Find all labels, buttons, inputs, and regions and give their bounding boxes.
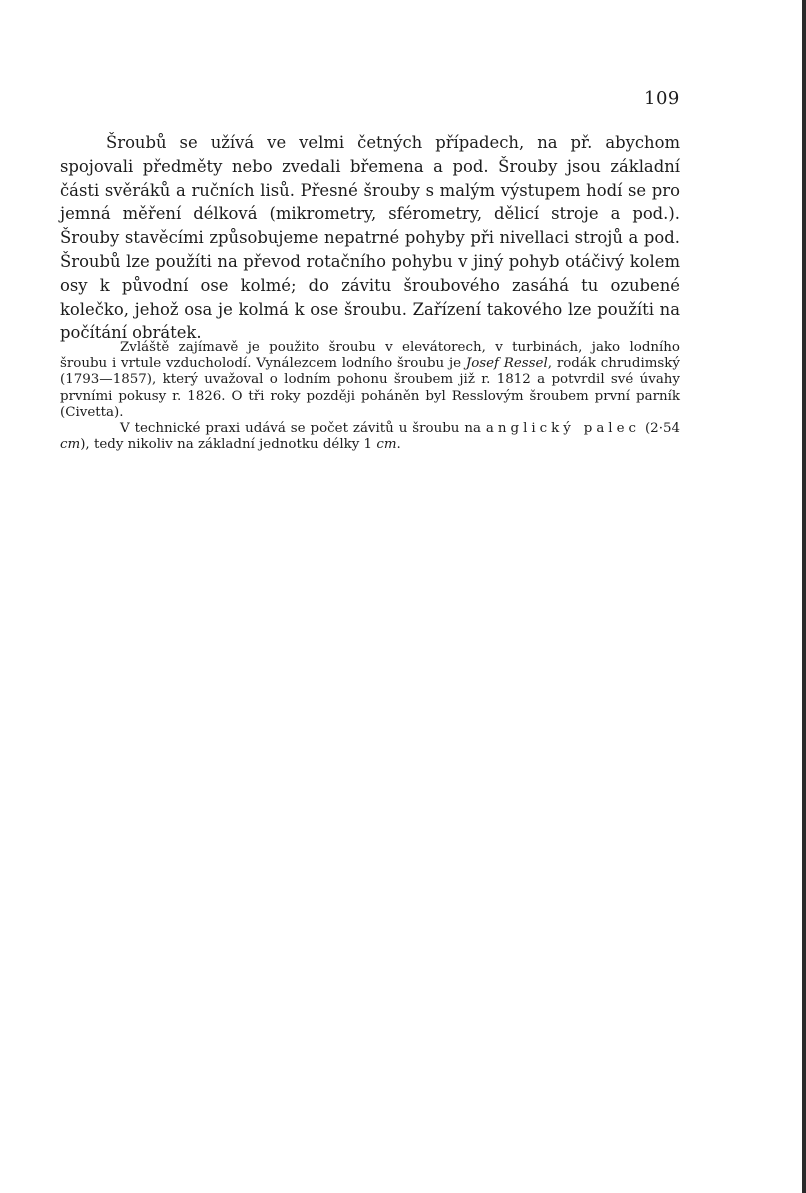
- note-2-unit-1: cm: [60, 437, 81, 453]
- main-paragraph: Šroubů se užívá ve velmi četných případech, na př. abychom spojovali předměty nebo zvedali břemena a pod. Šrouby jsou základní části svěráků a ručních lisů. Přesné šrouby s malým výstupem hodí se pro jemná měření délková (mikrometry, sférometry, dělicí stroje a pod.). Šrouby stavěcími způsobujeme nepatrné pohyby při nivellaci strojů a pod. Šroubů lze použíti na převod rotačního pohybu v jiný pohyb otáčivý kolem osy k původní ose kolmé; do závitu šroubového zasáhá tu ozubené kolečko, jehož osa je kolmá k ose šroubu. Zařízení takového lze použíti na počítání obrátek.: [60, 133, 680, 343]
- note-2-text-end: .: [396, 437, 401, 453]
- note-2-spaced-term: anglický palec: [485, 421, 641, 437]
- main-text: [60, 131, 680, 345]
- page-number: 109: [644, 88, 680, 109]
- footnotes: [60, 340, 680, 453]
- note-2-unit-2: cm: [376, 437, 397, 453]
- note-1-inventor-name: Josef Ressel: [465, 356, 548, 372]
- note-2-text-b: (2·54: [640, 421, 680, 437]
- note-1-text-b: , rodák chrudimský (1793—1857), který uvažoval o lodním pohonu šroubem již r. 1812 a potvrdil své úvahy prvními pokusy r. 1826. O tři roky později poháněn byl Resslovým šroubem první parník (Civetta).: [60, 356, 680, 420]
- note-2-text-c: ), tedy nikoliv na základní jednotku délky 1: [80, 437, 377, 453]
- note-1: [60, 340, 680, 421]
- note-2-text-a: V technické praxi udává se počet závitů u šroubu na: [120, 421, 486, 437]
- page-edge: [802, 0, 806, 1193]
- note-1-text-a: Zvláště zajímavě je použito šroubu v elevátorech, v turbinách, jako lodního šroubu i vrtule vzducholodí. Vynálezcem lodního šroubu je: [60, 340, 680, 372]
- note-2: [60, 421, 680, 453]
